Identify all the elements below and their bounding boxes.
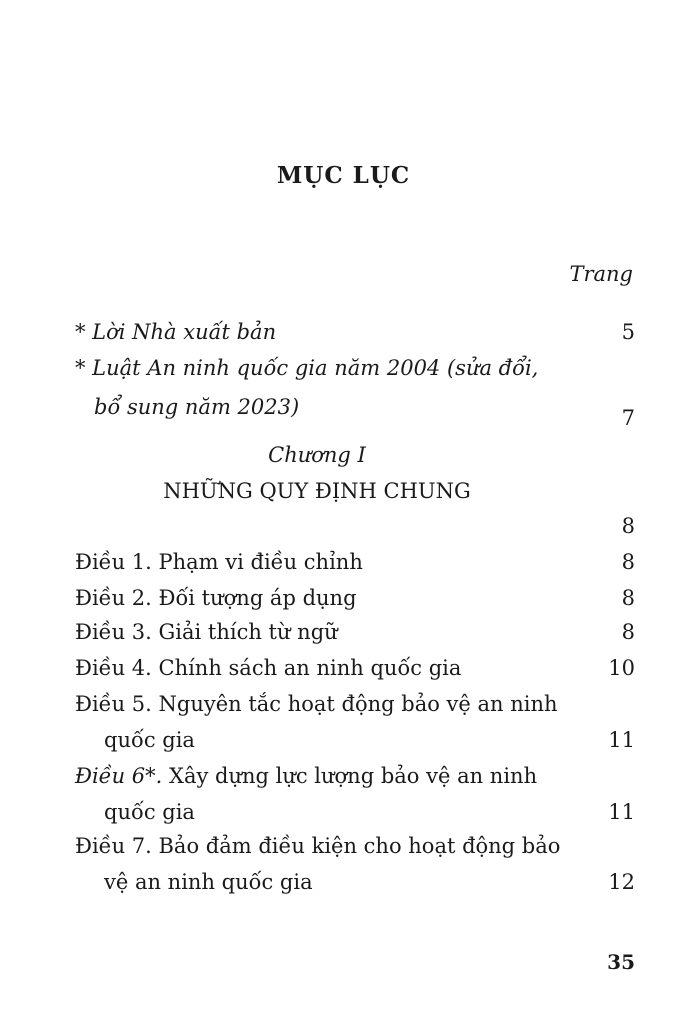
page-title: MỤC LỤC: [276, 162, 411, 189]
toc-page-number: 8: [621, 550, 635, 574]
toc-page-number: 7: [621, 406, 635, 430]
toc-entry-article-2: Điều 2. Đối tượng áp dụng: [75, 586, 357, 610]
article-6-title: Xây dựng lực lượng bảo vệ an ninh: [162, 764, 538, 788]
chapter-label: Chương I: [268, 443, 366, 467]
toc-page-number: 5: [621, 320, 635, 344]
toc-entry-article-5-line2: quốc gia: [104, 728, 195, 752]
toc-entry-article-3: Điều 3. Giải thích từ ngữ: [75, 620, 338, 644]
toc-entry-article-1: Điều 1. Phạm vi điều chỉnh: [75, 550, 363, 574]
toc-entry-article-6-line2: quốc gia: [104, 800, 195, 824]
toc-page-number: 8: [621, 514, 635, 538]
toc-page-number: 8: [621, 586, 635, 610]
toc-entry-law-line2: bổ sung năm 2023): [94, 395, 300, 419]
toc-page-number: 10: [608, 656, 635, 680]
article-6-label: Điều 6*.: [75, 764, 163, 788]
toc-page-number: 11: [608, 728, 635, 752]
toc-entry-article-7-line1: Điều 7. Bảo đảm điều kiện cho hoạt động bảo: [75, 834, 561, 858]
chapter-title: NHỮNG QUY ĐỊNH CHUNG: [163, 479, 471, 503]
toc-entry-article-5-line1: Điều 5. Nguyên tắc hoạt động bảo vệ an ninh: [75, 692, 558, 716]
footer-page-number: 35: [607, 950, 635, 974]
toc-entry-article-6-line1: [75, 764, 537, 788]
toc-entry-publisher-note: * Lời Nhà xuất bản: [75, 320, 277, 344]
toc-page-number: 8: [621, 620, 635, 644]
page-column-header: Trang: [569, 262, 633, 286]
toc-page-number: 11: [608, 800, 635, 824]
toc-entry-law-line1: * Luật An ninh quốc gia năm 2004 (sửa đổi,: [75, 356, 539, 380]
toc-entry-article-4: Điều 4. Chính sách an ninh quốc gia: [75, 656, 462, 680]
toc-entry-article-7-line2: vệ an ninh quốc gia: [104, 870, 313, 894]
toc-page-number: 12: [608, 870, 635, 894]
